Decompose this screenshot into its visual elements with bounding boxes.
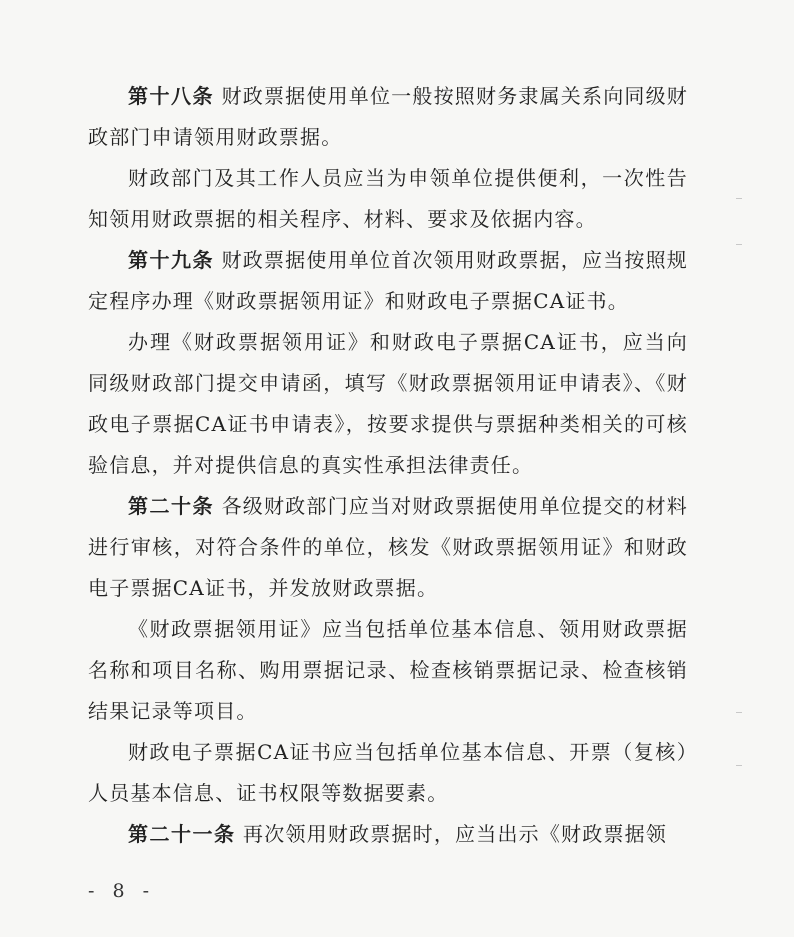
document-body [88,76,688,855]
paragraph-article-19 [88,240,688,322]
paragraph-article-21 [88,814,688,855]
paragraph-text: 各级财政部门应当对财政票据使用单位提交的材料进行审核，对符合条件的单位，核发《财政票据领用证》和财政电子票据CA证书，并发放财政票据。 [88,494,688,600]
article-heading: 第十九条 [128,248,215,272]
paragraph [88,158,688,240]
paragraph-text: 《财政票据领用证》应当包括单位基本信息、领用财政票据名称和项目名称、购用票据记录、检查核销票据记录、检查核销结果记录等项目。 [88,617,688,723]
page-number: - 8 - [88,880,156,902]
article-heading: 第二十一条 [128,822,236,846]
scan-mark [736,765,742,766]
paragraph [88,322,688,486]
scan-mark [736,244,742,245]
paragraph [88,732,688,814]
scan-mark [736,198,742,199]
paragraph-text: 财政票据使用单位一般按照财务隶属关系向同级财政部门申请领用财政票据。 [88,84,688,149]
paragraph-text: 财政部门及其工作人员应当为申领单位提供便利，一次性告知领用财政票据的相关程序、材料、要求及依据内容。 [88,166,688,231]
scan-mark [736,712,742,713]
paragraph-article-20 [88,486,688,609]
paragraph-text: 再次领用财政票据时，应当出示《财政票据领 [235,822,668,846]
paragraph [88,609,688,732]
paragraph-text: 财政票据使用单位首次领用财政票据，应当按照规定程序办理《财政票据领用证》和财政电子票据CA证书。 [88,248,688,313]
paragraph-text: 财政电子票据CA证书应当包括单位基本信息、开票（复核）人员基本信息、证书权限等数据要素。 [88,740,688,805]
article-heading: 第十八条 [128,84,215,108]
paragraph-text: 办理《财政票据领用证》和财政电子票据CA证书，应当向同级财政部门提交申请函，填写《财政票据领用证申请表》、《财政电子票据CA证书申请表》，按要求提供与票据种类相关的可核验信息，并对提供信息的真实性承担法律责任。 [88,330,688,477]
article-heading: 第二十条 [128,494,215,518]
paragraph-article-18 [88,76,688,158]
